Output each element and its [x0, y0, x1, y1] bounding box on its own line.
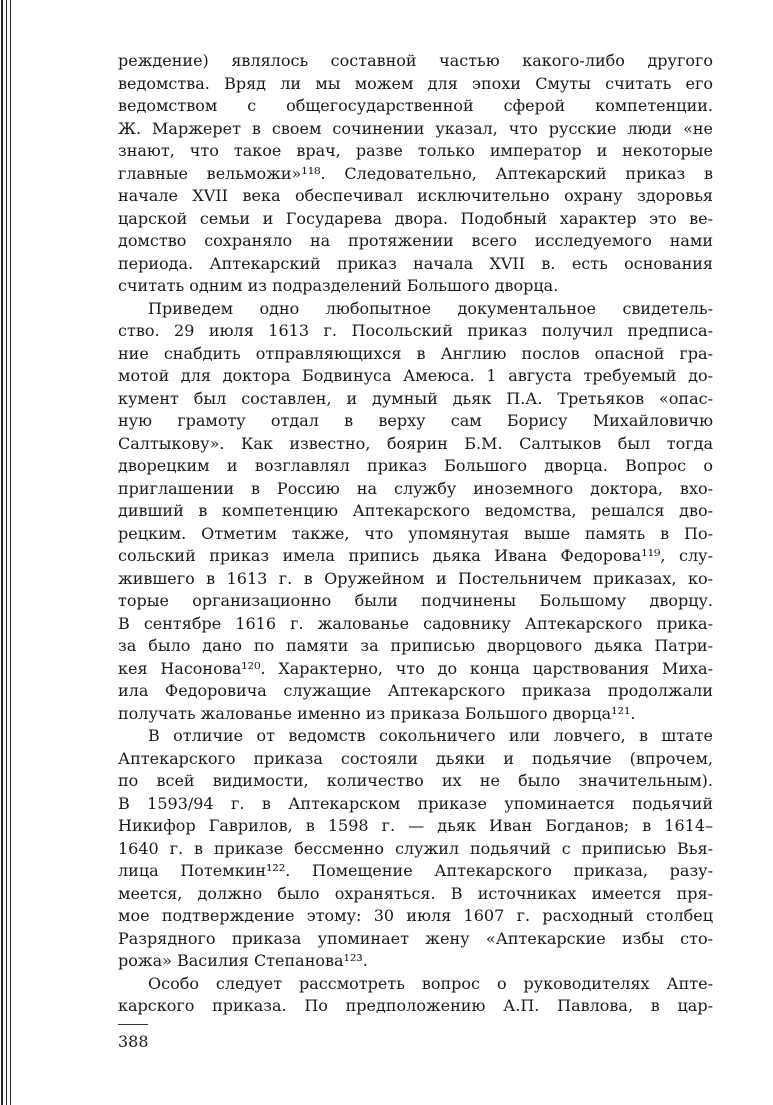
text-line: В сентябре 1616 г. жалованье садовнику Аптекарского прика- — [118, 613, 713, 633]
text-line: за было дано по памяти за приписью дворцового дьяка Патри- — [118, 636, 713, 655]
text-line: меется, должно было охраняться. В источниках имеется пря- — [118, 883, 713, 903]
text-line: дворецким и возглавлял приказ Большого дворца. Вопрос о — [118, 456, 713, 475]
text-line: начале XVII века обеспечивал исключительно охрану здоровья — [118, 186, 713, 205]
text-line: 1640 г. в приказе бессменно служил подьячий с приписью Вья- — [118, 838, 713, 858]
text-line: Особо следует рассмотреть вопрос о руководителях Апте- — [148, 973, 713, 993]
text-line: кумент был составлен, и думный дьяк П.А. Третьяков «опас- — [118, 388, 713, 408]
text-line: знают, что такое врач, разве только император и некоторые — [118, 141, 713, 160]
text-line: царской семьи и Государева двора. Подобный характер это ве- — [118, 208, 713, 228]
text-line: мотой для доктора Бодвинуса Амеюса. 1 августа требуемый до- — [118, 366, 713, 385]
page-body — [118, 50, 713, 1018]
text-line: В 1593/94 г. в Аптекарском приказе упоминается подьячий — [118, 793, 713, 813]
binding-edge-line-2 — [6, 0, 7, 1105]
text-line: рожа» Василия Степанова¹²³. — [118, 951, 368, 970]
text-line: периода. Аптекарский приказ начала XVII в. есть основания — [118, 253, 713, 273]
text-line: ную грамоту отдал в верху сам Борису Михайловичю — [118, 411, 713, 430]
text-line: считать одним из подразделений Большого дворца. — [118, 276, 559, 295]
text-line: Приведем одно любопытное документальное свидетель- — [148, 298, 713, 318]
text-line: ство. 29 июля 1613 г. Посольский приказ получил предписа- — [118, 321, 713, 340]
text-line: В отличие от ведомств сокольничего или ловчего, в штате — [148, 726, 713, 745]
text-line: мое подтверждение этому: 30 июля 1607 г. расходный столбец — [118, 906, 713, 925]
text-line: ведомством с общегосударственной сферой компетенции. — [118, 96, 713, 115]
text-line: ведомства. Вряд ли мы можем для эпохи Смуты считать его — [118, 73, 713, 93]
binding-edge-line-3 — [10, 0, 11, 1105]
text-line: сольский приказ имела припись дьяка Ивана Федорова¹¹⁹, слу- — [118, 546, 713, 565]
binding-edge-line-1 — [1, 0, 3, 1105]
text-line: лица Потемкин¹²². Помещение Аптекарского приказа, разу- — [118, 861, 713, 880]
text-line: торые организационно были подчинены Большому дворцу. — [118, 591, 713, 610]
text-line: кея Насонова¹²⁰. Характерно, что до конца царствования Миха- — [118, 658, 713, 678]
text-line: получать жалованье именно из приказа Большого дворца¹²¹. — [118, 703, 636, 723]
text-line: карского приказа. По предположению А.П. Павлова, в цар- — [118, 996, 713, 1015]
text-line: рецким. Отметим также, что упомянутая выше память в По- — [118, 523, 713, 543]
text-line: Никифор Гаврилов, в 1598 г. — дьяк Иван Богданов; в 1614– — [118, 816, 713, 835]
text-line: Салтыкову». Как известно, боярин Б.М. Салтыков был тогда — [118, 433, 713, 453]
text-line: жившего в 1613 г. в Оружейном и Постельничем приказах, ко- — [118, 568, 713, 588]
page-number: 388 — [118, 1032, 149, 1051]
text-line: по всей видимости, количество их не было значительным). — [118, 771, 713, 790]
text-line: Ж. Маржерет в своем сочинении указал, что русские люди «не — [118, 118, 713, 138]
text-line: ние снабдить отправляющихся в Англию послов опасной гра- — [118, 343, 713, 363]
footnote-rule — [118, 1024, 148, 1025]
text-line: главные вельможи»¹¹⁸. Следовательно, Аптекарский приказ в — [118, 163, 713, 183]
text-line: дивший в компетенцию Аптекарского ведомства, решался дво- — [118, 501, 713, 520]
text-line: Разрядного приказа упоминает жену «Аптекарские избы сто- — [118, 928, 713, 948]
text-line: приглашении в Россию на службу иноземного доктора, вхо- — [118, 478, 713, 498]
text-line: Аптекарского приказа состояли дьяки и подьячие (впрочем, — [118, 748, 713, 768]
text-line: ила Федоровича служащие Аптекарского приказа продолжали — [118, 681, 713, 700]
text-line: реждение) являлось составной частью какого-либо другого — [118, 51, 713, 70]
text-line: домство сохраняло на протяжении всего исследуемого нами — [118, 231, 713, 250]
